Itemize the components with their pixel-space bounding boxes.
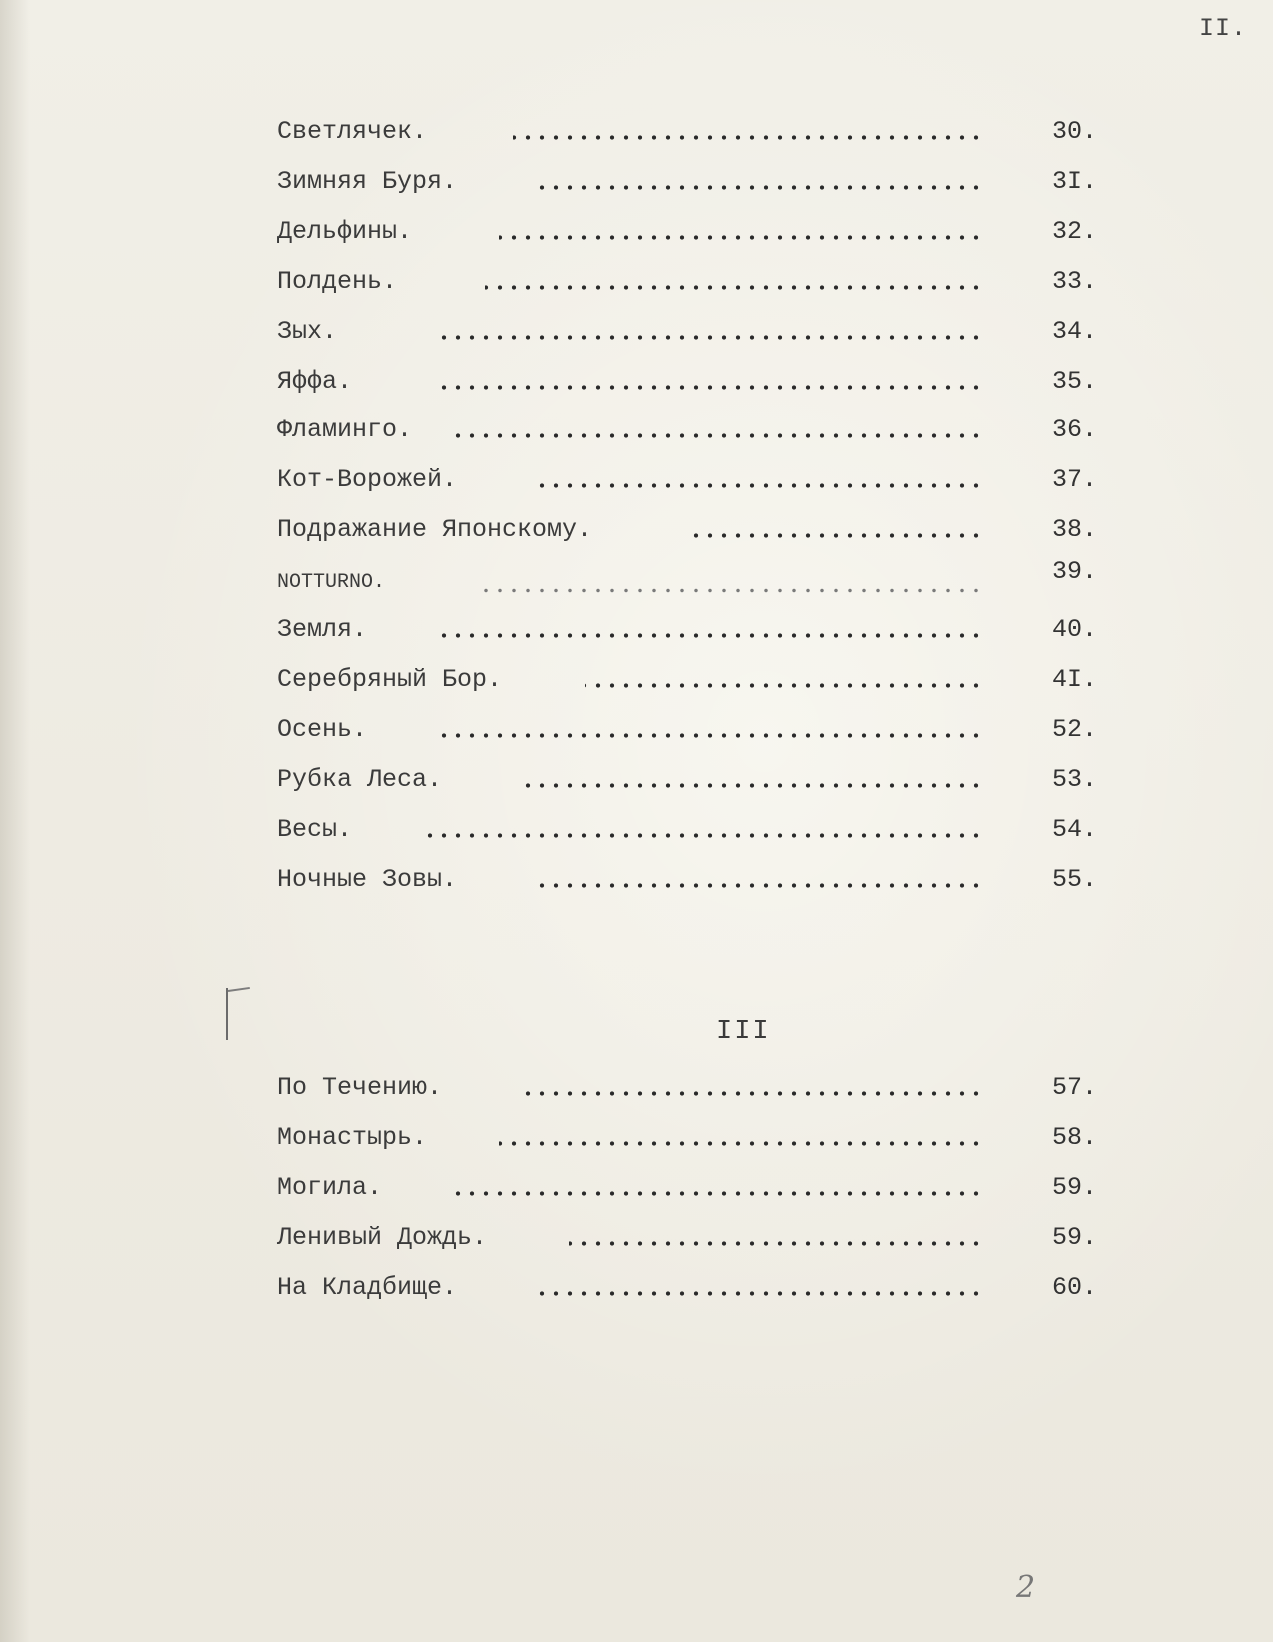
entry-page-number: 32. [1052,217,1098,246]
entry-title: NOTTURNO. [277,571,386,594]
toc-entry [0,557,1273,600]
dot-leader [499,235,983,240]
toc-entry [0,610,1273,650]
entry-title: Полдень. [277,267,398,296]
entry-title: Светлячек. [277,117,428,146]
entry-title: Ночные Зовы. [277,865,458,894]
dot-leader [479,588,983,593]
entry-page-number: 60. [1052,1273,1098,1302]
entry-page-number: 4I. [1052,665,1098,694]
dot-leader [519,1091,983,1096]
toc-entry [0,362,1273,402]
entry-page-number: 35. [1052,367,1098,396]
dot-leader [535,883,983,888]
toc-entry [0,262,1273,302]
entry-page-number: 38. [1052,515,1098,544]
entry-page-number: 53. [1052,765,1098,794]
entry-page-number: 59. [1052,1223,1098,1252]
toc-entry [0,1168,1273,1208]
toc-entry [0,1068,1273,1108]
entry-page-number: 58. [1052,1123,1098,1152]
dot-leader [433,633,983,638]
toc-entry [0,1268,1273,1308]
dot-leader [455,433,983,438]
entry-page-number: 54. [1052,815,1098,844]
toc-entry [0,760,1273,800]
toc-entry [0,660,1273,700]
dot-leader [455,1191,983,1196]
entry-page-number: 39. [1052,557,1098,586]
dot-leader [535,483,983,488]
toc-entry [0,212,1273,252]
entry-page-number: 55. [1052,865,1098,894]
entry-page-number: 36. [1052,415,1098,444]
dot-leader [569,1241,983,1246]
entry-title: Фламинго. [277,415,413,444]
entry-page-number: 59. [1052,1173,1098,1202]
entry-title: Монастырь. [277,1123,428,1152]
toc-entry [0,162,1273,202]
entry-title: Весы. [277,815,353,844]
entry-title: Рубка Леса. [277,765,443,794]
entry-title: Дельфины. [277,217,413,246]
dot-leader [485,285,983,290]
toc-entry [0,410,1273,450]
entry-page-number: 30. [1052,117,1098,146]
toc-entry [0,1218,1273,1258]
dot-leader [433,733,983,738]
dot-leader [687,533,983,538]
dot-leader [419,833,983,838]
entry-page-number: 34. [1052,317,1098,346]
dot-leader [535,185,983,190]
dot-leader [585,683,983,688]
handwritten-folio-number: 2 [1016,1570,1036,1605]
toc-entry [0,860,1273,900]
entry-title: Могила. [277,1173,383,1202]
pencil-margin-mark [226,988,228,1040]
entry-title: Серебряный Бор. [277,665,503,694]
dot-leader [535,1291,983,1296]
toc-entry [0,1118,1273,1158]
entry-page-number: 52. [1052,715,1098,744]
dot-leader [433,335,983,340]
entry-title: Ленивый Дождь. [277,1223,488,1252]
toc-entry [0,112,1273,152]
entry-page-number: 37. [1052,465,1098,494]
entry-title: Осень. [277,715,368,744]
dot-leader [519,783,983,788]
entry-page-number: 40. [1052,615,1098,644]
entry-title: Подражание Японскому. [277,515,593,544]
part-number: II. [1198,14,1247,43]
entry-title: Земля. [277,615,368,644]
entry-title: Кот-Ворожей. [277,465,458,494]
entry-page-number: 33. [1052,267,1098,296]
dot-leader [499,1141,983,1146]
pencil-margin-mark-tick [228,987,250,992]
toc-entry [0,312,1273,352]
toc-entry [0,710,1273,750]
toc-entry [0,510,1273,550]
entry-title: На Кладбище. [277,1273,458,1302]
entry-title: По Течению. [277,1073,443,1102]
entry-page-number: 3I. [1052,167,1098,196]
section-heading: III [716,1017,771,1047]
entry-title: Зых. [277,317,338,346]
dot-leader [513,135,983,140]
dot-leader [433,385,983,390]
entry-page-number: 57. [1052,1073,1098,1102]
entry-title: Зимняя Буря. [277,167,458,196]
toc-entry [0,460,1273,500]
toc-entry [0,810,1273,850]
entry-title: Яффа. [277,367,353,396]
